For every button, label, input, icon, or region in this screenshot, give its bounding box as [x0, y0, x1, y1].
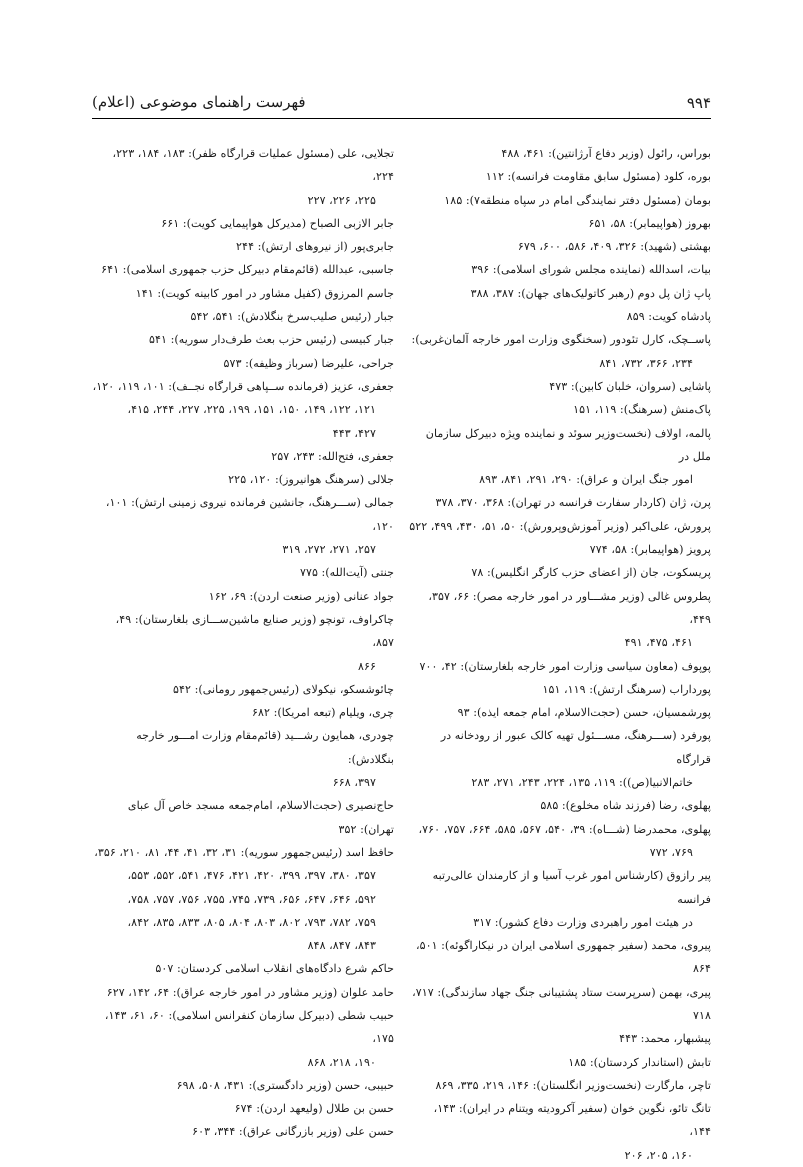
index-entry	[92, 235, 394, 258]
index-entry-line: جلالی (سرهنگ هوانیروز): ۱۲۰، ۲۲۵	[228, 473, 394, 487]
index-entry-line: حسن بن طلال (ولیعهد اردن): ۶۷۴	[234, 1102, 394, 1116]
index-entry-line: حاکم شرع دادگاه‌های انقلاب اسلامی کردستان: ۵۰۷	[155, 962, 394, 976]
index-entry-continuation: ۵۹۲، ۶۴۶، ۶۴۷، ۶۵۶، ۷۳۹، ۷۴۵، ۷۵۵، ۷۵۶، ۷۵۷، ۷۵۸،	[127, 892, 376, 906]
page-number: ۹۹۴	[686, 94, 711, 112]
index-entry	[92, 841, 394, 957]
index-entry-line: تانگ تائو، نگوین خوان (سفیر آکرودیته ویتنام در ایران): ۱۴۳، ۱۴۴،	[433, 1102, 711, 1139]
index-entry-line: پالمه، اولاف (نخست‌وزیر سوئد و نماینده ویژه دبیرکل سازمان ملل در	[425, 426, 711, 463]
index-entry	[92, 142, 394, 212]
index-entry	[409, 328, 711, 375]
index-entry-line: پادشاه کویت: ۸۵۹	[626, 310, 711, 324]
index-entry	[409, 794, 711, 817]
index-entry	[92, 282, 394, 305]
index-entry-line: بومان (مسئول دفتر نمایندگی امام در سپاه منطقه۷): ۱۸۵	[444, 193, 711, 207]
index-entry-continuation: ۲۲۵، ۲۲۶، ۲۲۷	[307, 193, 376, 207]
index-entry-continuation: ۱۲۱، ۱۲۲، ۱۴۹، ۱۵۰، ۱۵۱، ۱۹۹، ۲۲۵، ۲۲۷، ۲۴۴، ۴۱۵،	[127, 403, 376, 417]
index-entry-continuation: ۷۵۹، ۷۸۲، ۷۹۳، ۸۰۲، ۸۰۳، ۸۰۴، ۸۰۵، ۸۳۳، ۸۳۵، ۸۴۲،	[127, 915, 376, 929]
index-entry-line: پهلوی، محمدرضا (شـــاه): ۳۹، ۵۴۰، ۵۶۷، ۵۸۵، ۶۶۴، ۷۵۷، ۷۶۰،	[418, 822, 711, 836]
index-entry-line: پورفرد (ســـرهنگ، مســـئول تهیه کالک عبور از رودخانه در قرارگاه	[440, 729, 711, 766]
index-entry-continuation: خاتم‌الانبیا(ص)): ۱۱۹، ۱۳۵، ۲۲۴، ۲۴۳، ۲۷۱، ۲۸۳	[471, 776, 693, 790]
index-entry	[92, 561, 394, 584]
index-entry	[409, 258, 711, 281]
index-entry	[409, 864, 711, 934]
index-entry	[409, 212, 711, 235]
index-entry	[409, 1097, 711, 1167]
index-entry-line: جبار (رئیس صلیب‌سرخ بنگلادش): ۵۴۱، ۵۴۲	[190, 310, 394, 324]
index-entry-line: جعفری، فتح‌الله: ۲۴۳، ۲۵۷	[271, 449, 394, 463]
index-entry	[92, 608, 394, 678]
index-entry-continuation: ۲۳۴، ۳۶۶، ۷۳۲، ۸۴۱	[599, 356, 693, 370]
index-entry-continuation: ۴۶۱، ۴۷۵، ۴۹۱	[624, 636, 693, 650]
index-entry	[409, 515, 711, 538]
index-entry-line: پرورش، علی‌اکبر (وزیر آموزش‌وپرورش): ۵۰، ۵۱، ۴۳۰، ۴۹۹، ۵۲۲	[409, 519, 711, 533]
index-entry-continuation: ۸۶۶	[357, 659, 376, 673]
index-entry-line: حاج‌نصیری (حجت‌الاسلام، امام‌جمعه مسجد خاص آل عبای تهران): ۳۵۲	[127, 799, 394, 836]
index-entry-line: پریسکوت، جان (از اعضای حزب کارگر انگلیس): ۷۸	[471, 566, 711, 580]
index-entry-line: جراحی، علیرضا (سرباز وظیفه): ۵۷۳	[223, 356, 394, 370]
index-entry	[92, 468, 394, 491]
index-entry-line: پورشمسیان، حسن (حجت‌الاسلام، امام جمعه ایذه): ۹۳	[457, 706, 711, 720]
index-entry-continuation: ۸۴۳، ۸۴۷، ۸۴۸	[307, 939, 376, 953]
index-entry-line: جابر الازبی الصباح (مدیرکل هواپیمایی کویت): ۶۶۱	[161, 216, 394, 230]
index-entry	[92, 491, 394, 561]
index-entry-continuation: در هیئت امور راهبردی وزارت دفاع کشور): ۳۱۷	[473, 915, 693, 929]
index-entry	[409, 818, 711, 865]
index-entry-line: جواد عنانی (وزیر صنعت اردن): ۶۹، ۱۶۲	[208, 589, 394, 603]
index-entry-continuation: ۱۶۰، ۲۰۵، ۲۰۶	[624, 1148, 693, 1162]
index-entry	[409, 724, 711, 794]
index-entry-line: پهلوی، رضا (فرزند شاه مخلوع): ۵۸۵	[540, 799, 711, 813]
index-entry	[409, 934, 711, 981]
index-entry	[92, 701, 394, 724]
index-entry	[92, 1004, 394, 1074]
index-entry-continuation: ۱۹۰، ۲۱۸، ۸۶۸	[307, 1055, 376, 1069]
index-entry	[409, 981, 711, 1028]
index-entry	[92, 352, 394, 375]
index-entry	[409, 1027, 711, 1050]
index-entry	[92, 212, 394, 235]
page-header	[92, 92, 711, 119]
index-entry-line: حبیب شطی (دبیرکل سازمان کنفرانس اسلامی): ۶۰، ۶۱، ۱۴۳، ۱۷۵،	[104, 1008, 394, 1046]
index-entry-continuation: ۲۵۷، ۲۷۱، ۲۷۲، ۳۱۹	[282, 543, 376, 557]
index-entry-line: تجلایی، علی (مسئول عملیات قرارگاه ظفر): ۱۸۳، ۱۸۴، ۲۲۳، ۲۲۴،	[112, 147, 394, 184]
index-entry-line: حسن علی (وزیر بازرگانی عراق): ۳۴۴، ۶۰۳	[192, 1125, 394, 1139]
index-entry	[409, 491, 711, 514]
index-entry-line: پیری، بهمن (سرپرست ستاد پشتیبانی جنگ جهاد سازندگی): ۷۱۷، ۷۱۸	[412, 985, 711, 1022]
index-entry-line: جمالی (ســـرهنگ، جانشین فرمانده نیروی زمینی ارتش): ۱۰۱، ۱۲۰،	[105, 496, 394, 533]
index-entry-continuation: ۴۲۷، ۴۴۳	[332, 426, 376, 440]
index-entry	[92, 1097, 394, 1120]
index-entry-line: پورداراب (سرهنگ ارتش): ۱۱۹، ۱۵۱	[542, 682, 711, 696]
index-entry-line: پیشبهار، محمد: ۴۴۳	[619, 1032, 711, 1046]
index-entry-line: پوپوف (معاون سیاسی وزارت امور خارجه بلغارستان): ۴۲، ۷۰۰	[419, 659, 711, 673]
index-entry	[409, 165, 711, 188]
index-entry	[409, 678, 711, 701]
index-entry-continuation: ۳۵۷، ۳۸۰، ۳۹۷، ۳۹۹، ۴۲۰، ۴۲۱، ۴۷۶، ۵۴۱، ۵۵۲، ۵۵۳،	[127, 869, 376, 883]
index-column-left	[92, 142, 394, 1144]
index-entry-line: جعفری، عزیز (فرمانده ســپاهی قرارگاه نجــف): ۱۰۱، ۱۱۹، ۱۲۰،	[92, 379, 394, 393]
index-entry	[409, 538, 711, 561]
index-entry	[92, 328, 394, 351]
index-entry	[409, 422, 711, 492]
index-entry-line: بوراس، رائول (وزیر دفاع آرژانتین): ۴۶۱، ۴۸۸	[501, 147, 711, 160]
index-entry-line: چاکراوف، تونچو (وزیر صنایع ماشین‌ســـازی بلغارستان): ۴۹، ۸۵۷،	[115, 612, 394, 650]
index-entry-line: پطروس غالی (وزیر مشـــاور در امور خارجه مصر): ۶۶، ۳۵۷، ۴۴۹،	[428, 589, 711, 626]
index-entry	[409, 235, 711, 258]
index-entry	[92, 258, 394, 281]
running-title: فهرست راهنمای موضوعی (اعلام)	[92, 93, 306, 111]
index-entry-line: پرن، ژان (کاردار سفارت فرانسه در تهران): ۳۶۸، ۳۷۰، ۳۷۸	[435, 496, 711, 510]
index-entry	[92, 724, 394, 794]
index-entry-line: بیات، اسدالله (نماینده مجلس شورای اسلامی): ۳۹۶	[471, 263, 711, 277]
index-column-right	[409, 142, 711, 1167]
index-entry-line: تاچر، مارگارت (نخست‌وزیر انگلستان): ۱۴۶، ۲۱۹، ۳۳۵، ۸۶۹	[435, 1078, 711, 1092]
index-entry	[409, 375, 711, 398]
index-entry	[409, 701, 711, 724]
index-entry-line: چری، ویلیام (تبعه امریکا): ۶۸۲	[251, 706, 394, 720]
index-entry	[92, 794, 394, 841]
index-entry-line: بهروز (هواپیمابر): ۵۸، ۶۵۱	[588, 216, 711, 230]
index-entry-line: پیروی، محمد (سفیر جمهوری اسلامی ایران در نیکاراگوئه): ۵۰۱، ۸۶۴	[415, 939, 711, 976]
index-entry-continuation: ۳۹۷، ۶۶۸	[332, 776, 376, 790]
index-entry-line: حبیبی، حسن (وزیر دادگستری): ۴۳۱، ۵۰۸، ۶۹۸	[176, 1078, 394, 1092]
index-entry-line: پاپ ژان پل دوم (رهبر کاتولیک‌های جهان): ۳۸۷، ۳۸۸	[470, 286, 711, 300]
index-entry	[409, 189, 711, 212]
index-columns	[92, 142, 711, 1162]
index-entry	[92, 957, 394, 980]
index-entry	[92, 445, 394, 468]
index-entry	[92, 375, 394, 445]
index-entry-line: پاک‌منش (سرهنگ): ۱۱۹، ۱۵۱	[573, 403, 711, 417]
index-entry-line: بهشتی (شهید): ۳۲۶، ۴۰۹، ۵۸۶، ۶۰۰، ۶۷۹	[517, 240, 711, 254]
index-entry	[409, 585, 711, 655]
index-entry-line: حافظ اسد (رئیس‌جمهور سوریه): ۳۱، ۳۲، ۴۱، ۴۴، ۸۱، ۲۱۰، ۳۵۶،	[94, 845, 394, 859]
index-entry	[92, 678, 394, 701]
index-entry-line: تابش (استاندار کردستان): ۱۸۵	[568, 1055, 711, 1069]
index-entry-line: حامد علوان (وزیر مشاور در امور خارجه عراق): ۶۴، ۱۴۲، ۶۲۷	[106, 985, 394, 999]
index-entry	[92, 1074, 394, 1097]
index-entry-line: جنتی (آیت‌الله): ۷۷۵	[299, 566, 394, 580]
index-entry	[92, 981, 394, 1004]
index-entry-continuation: امور جنگ ایران و عراق): ۲۹۰، ۲۹۱، ۸۴۱، ۸۹۳	[479, 473, 693, 487]
index-entry-line: پیر رازوق (کارشناس امور غرب آسیا و از کارمندان عالی‌رتبه فرانسه	[432, 869, 711, 906]
index-entry	[409, 1051, 711, 1074]
index-entry	[409, 655, 711, 678]
index-entry-line: چائوشسکو، نیکولای (رئیس‌جمهور رومانی): ۵۴۲	[172, 682, 394, 696]
index-entry-line: جاسم المرزوق (کفیل مشاور در امور کابینه کویت): ۱۴۱	[135, 286, 394, 300]
index-entry-line: پاشایی (سروان، خلبان کابین): ۴۷۳	[549, 379, 711, 393]
index-entry	[409, 398, 711, 421]
index-entry	[409, 561, 711, 584]
index-entry	[409, 282, 711, 305]
index-entry-line: پاســچک، کارل تئودور (سخنگوی وزارت امور خارجه آلمان‌غربی):	[411, 333, 711, 347]
index-entry	[92, 1120, 394, 1143]
index-entry-line: جاسبی، عبدالله (قائم‌مقام دبیرکل حزب جمهوری اسلامی): ۶۴۱	[101, 263, 394, 277]
index-entry	[409, 305, 711, 328]
index-entry-continuation: ۷۶۹، ۷۷۲	[649, 845, 693, 859]
index-entry-line: پرویز (هواپیمابر): ۵۸، ۷۷۴	[589, 543, 711, 557]
index-entry-line: جابری‌پور (از نیروهای ارتش): ۲۴۴	[236, 240, 394, 254]
index-entry	[409, 142, 711, 165]
index-entry-line: بوره، کلود (مسئول سابق مقاومت فرانسه): ۱۱۲	[485, 170, 711, 184]
index-entry	[409, 1074, 711, 1097]
index-entry	[92, 585, 394, 608]
index-entry-line: جبار کبیسی (رئیس حزب بعث طرف‌دار سوریه): ۵۴۱	[148, 333, 394, 347]
index-entry	[92, 305, 394, 328]
index-entry-line: چودری، همایون رشـــید (قائم‌مقام وزارت امـــور خارجه بنگلادش):	[136, 729, 394, 766]
